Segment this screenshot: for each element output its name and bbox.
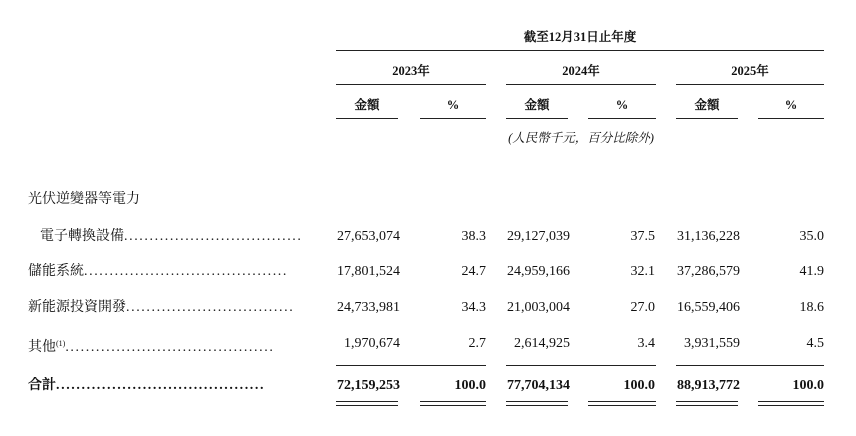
total-double-rule-2025-a [676, 401, 738, 402]
cell-percent-2023: 2.7 [468, 336, 486, 351]
total-double-rule-2023-d [420, 405, 486, 406]
total-amount-2023: 72,159,253 [337, 378, 400, 393]
year-header-2025: 2025年 [731, 64, 769, 78]
year-header-2023: 2023年 [392, 64, 430, 78]
cell-amount-2024: 21,003,004 [507, 300, 570, 315]
cell-amount-2024: 2,614,925 [514, 336, 570, 351]
total-amount-2024: 77,704,134 [507, 378, 570, 393]
cell-percent-2024: 32.1 [630, 264, 655, 279]
cell-amount-2025: 37,286,579 [677, 264, 740, 279]
total-percent-2024: 100.0 [623, 378, 655, 393]
year-rule-2025 [676, 84, 824, 85]
leader-dots: ......................................... [56, 378, 266, 393]
percent-header-2023: % [446, 98, 460, 112]
total-double-rule-2025-d [758, 405, 824, 406]
cell-amount-2025: 3,931,559 [684, 336, 740, 351]
total-double-rule-2024-c [588, 401, 656, 402]
row-label-text: 儲能系統 [28, 264, 84, 279]
row-label-text: 其他 [28, 340, 56, 355]
row-label-new-energy-investment [28, 299, 311, 317]
total-double-rule-2024-b [506, 405, 568, 406]
col-rule-percent-2023 [420, 118, 486, 119]
year-rule-2024 [506, 84, 656, 85]
total-double-rule-2023-c [420, 401, 486, 402]
leader-dots: ................................. [126, 300, 295, 315]
col-rule-amount-2024 [506, 118, 568, 119]
leader-dots: ................................... [124, 229, 303, 244]
total-percent-2025: 100.0 [792, 378, 824, 393]
cell-percent-2024: 27.0 [630, 300, 655, 315]
cell-amount-2023: 17,801,524 [337, 264, 400, 279]
percent-header-2024: % [615, 98, 629, 112]
leader-dots: ........................................ [84, 264, 288, 279]
col-rule-percent-2025 [758, 118, 824, 119]
period-title-rule [336, 50, 824, 51]
row-label-energy-storage [28, 263, 311, 281]
row-label-text: 新能源投資開發 [28, 300, 126, 315]
amount-header-2023: 金額 [354, 98, 380, 112]
row-label-total [28, 377, 311, 395]
total-double-rule-2025-b [676, 405, 738, 406]
total-double-rule-2024-a [506, 401, 568, 402]
total-double-rule-2023-a [336, 401, 398, 402]
cell-amount-2024: 29,127,039 [507, 229, 570, 244]
cell-amount-2024: 24,959,166 [507, 264, 570, 279]
total-rule-top-2023 [336, 365, 486, 366]
total-double-rule-2025-c [758, 401, 824, 402]
year-header-2024: 2024年 [562, 64, 600, 78]
cell-percent-2023: 38.3 [461, 229, 486, 244]
total-rule-top-2025 [676, 365, 824, 366]
amount-header-2025: 金額 [694, 98, 720, 112]
col-rule-amount-2023 [336, 118, 398, 119]
total-percent-2023: 100.0 [454, 378, 486, 393]
cell-percent-2024: 3.4 [637, 336, 655, 351]
cell-amount-2025: 31,136,228 [677, 229, 740, 244]
col-rule-percent-2024 [588, 118, 656, 119]
cell-amount-2023: 27,653,074 [337, 229, 400, 244]
period-title: 截至12月31日止年度 [523, 30, 637, 44]
footnote-marker: (1) [56, 339, 66, 348]
cell-percent-2024: 37.5 [630, 229, 655, 244]
row-label-text: 電子轉換設備 [40, 229, 124, 244]
cell-percent-2023: 34.3 [461, 300, 486, 315]
leader-dots: ......................................... [65, 340, 275, 355]
row-label-others [28, 335, 311, 357]
row-label-pv-inverter [28, 228, 311, 246]
total-rule-top-2024 [506, 365, 656, 366]
cell-amount-2023: 1,970,674 [344, 336, 400, 351]
cell-percent-2025: 41.9 [799, 264, 824, 279]
unit-note: (人民幣千元，百分比除外) [508, 131, 654, 145]
cell-amount-2025: 16,559,406 [677, 300, 740, 315]
year-rule-2023 [336, 84, 486, 85]
cell-percent-2023: 24.7 [461, 264, 486, 279]
cell-amount-2023: 24,733,981 [337, 300, 400, 315]
percent-header-2025: % [784, 98, 798, 112]
cell-percent-2025: 18.6 [799, 300, 824, 315]
cell-percent-2025: 4.5 [806, 336, 824, 351]
row-label-text: 合計 [28, 378, 56, 393]
total-amount-2025: 88,913,772 [677, 378, 740, 393]
amount-header-2024: 金額 [524, 98, 550, 112]
col-rule-amount-2025 [676, 118, 738, 119]
cell-percent-2025: 35.0 [799, 229, 824, 244]
section-label: 光伏逆變器等電力 [28, 192, 140, 207]
total-double-rule-2024-d [588, 405, 656, 406]
total-double-rule-2023-b [336, 405, 398, 406]
